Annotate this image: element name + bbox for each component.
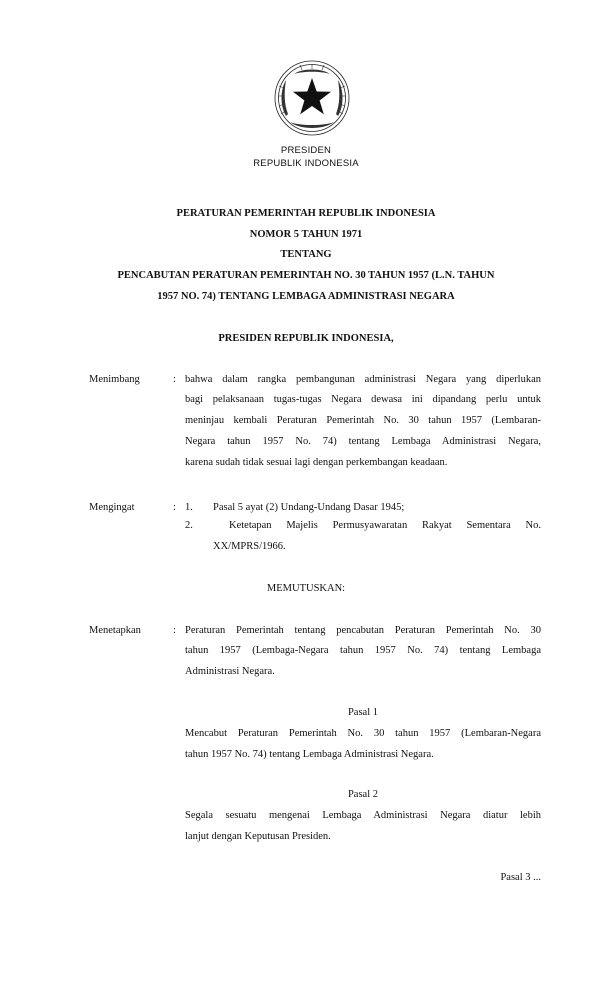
menetapkan-label: Menetapkan — [89, 625, 141, 636]
pasal-2-heading: Pasal 2 — [347, 789, 379, 800]
regulation-subject-line-1: PENCABUTAN PERATURAN PEMERINTAH NO. 30 TAHUN 1957 (L.N. TAHUN — [117, 270, 495, 281]
next-page-indicator: Pasal 3 ... — [500, 872, 541, 883]
header-presiden: PRESIDEN — [280, 145, 332, 156]
header-republik-indonesia: REPUBLIK INDONESIA — [253, 158, 359, 169]
regulation-subject-line-2: 1957 NO. 74) TENTANG LEMBAGA ADMINISTRASI NEGARA — [157, 291, 455, 302]
pasal-1-line: tahun 1957 No. 74) tentang Lembaga Administrasi Negara. — [185, 749, 434, 760]
pasal-1-heading: Pasal 1 — [347, 707, 379, 718]
mengingat-item-number: 1. — [185, 502, 193, 513]
pasal-2-line: Segala sesuatu mengenai Lembaga Administrasi Negara diatur lebih — [185, 810, 541, 821]
menetapkan-line: Peraturan Pemerintah tentang pencabutan Peraturan Pemerintah No. 30 — [185, 625, 541, 636]
regulation-tentang: TENTANG — [280, 249, 332, 260]
mengingat-item-text: XX/MPRS/1966. — [213, 541, 286, 552]
mengingat-item-text: Pasal 5 ayat (2) Undang-Undang Dasar 1945; — [213, 502, 405, 513]
regulation-number: NOMOR 5 TAHUN 1971 — [249, 229, 363, 240]
menimbang-colon: : — [173, 374, 176, 385]
menimbang-line: karena sudah tidak sesuai lagi dengan perkembangan keadaan. — [185, 457, 448, 468]
mengingat-label: Mengingat — [89, 502, 135, 513]
menetapkan-line: tahun 1957 (Lembaga-Negara tahun 1957 No. 74) tentang Lembaga — [185, 645, 541, 656]
preamble-heading: PRESIDEN REPUBLIK INDONESIA, — [218, 333, 394, 344]
garuda-emblem-icon — [272, 58, 352, 138]
menimbang-line: bahwa dalam rangka pembangunan administrasi Negara yang diperlukan — [185, 374, 541, 385]
mengingat-item-number: 2. — [185, 520, 193, 531]
menimbang-line: bagi pelaksanaan tugas-tugas Negara dewasa ini dipandang perlu untuk — [185, 394, 541, 405]
regulation-title: PERATURAN PEMERINTAH REPUBLIK INDONESIA — [176, 208, 436, 219]
pasal-2-line: lanjut dengan Keputusan Presiden. — [185, 831, 331, 842]
menimbang-label: Menimbang — [89, 374, 140, 385]
mengingat-item-text: Ketetapan Majelis Permusyawaratan Rakyat Sementara No. — [229, 520, 541, 531]
memutuskan-heading: MEMUTUSKAN: — [266, 583, 346, 594]
pasal-1-line: Mencabut Peraturan Pemerintah No. 30 tahun 1957 (Lembaran-Negara — [185, 728, 541, 739]
mengingat-colon: : — [173, 502, 176, 513]
menetapkan-line: Administrasi Negara. — [185, 666, 275, 677]
menimbang-line: meninjau kembali Peraturan Pemerintah No. 30 tahun 1957 (Lembaran- — [185, 415, 541, 426]
menetapkan-colon: : — [173, 625, 176, 636]
menimbang-line: Negara tahun 1957 No. 74) tentang Lembaga Administrasi Negara, — [185, 436, 541, 447]
